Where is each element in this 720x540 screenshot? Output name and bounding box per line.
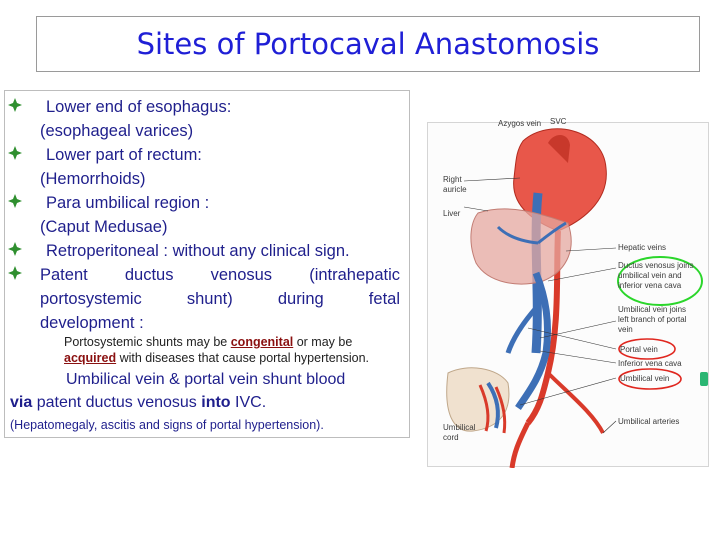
bullet-3-line-2: (Caput Medusae) <box>40 218 168 236</box>
into-word: into <box>201 394 231 411</box>
note-keyword-acquired: acquired <box>64 351 117 365</box>
via-word: via <box>10 394 33 411</box>
fetal-circulation-figure <box>427 117 709 467</box>
note-keyword-congenital: congenital <box>230 335 294 349</box>
green-marker <box>700 372 708 386</box>
label-svc: SVC <box>550 117 567 126</box>
label-portal-vein: Portal vein <box>620 345 658 354</box>
diamond-bullet-icon <box>8 146 22 160</box>
note-text-pre: Portosystemic shunts may be <box>64 335 231 349</box>
hepatomegaly-text: (Hepatomegaly, ascitis and signs of portal hypertension). <box>10 418 324 432</box>
diamond-bullet-icon <box>8 194 22 208</box>
shunt-note <box>64 334 400 366</box>
label-hepatic-veins: Hepatic veins <box>618 243 667 252</box>
label-right-auricle: Right auricle <box>443 175 467 194</box>
bullet-1-line-2: (esophageal varices) <box>40 122 194 140</box>
diamond-bullet-icon <box>8 242 22 256</box>
note-text-post: with diseases that cause portal hypertension. <box>116 351 370 365</box>
label-umbilical-arteries: Umbilical arteries <box>618 417 680 426</box>
bullet-1-line-1: Lower end of esophagus: <box>46 98 232 116</box>
diamond-bullet-icon <box>8 266 22 280</box>
umbilical-shunt-text: Umbilical vein & portal vein shunt blood <box>66 371 346 388</box>
title-box <box>36 16 700 72</box>
bullet-5-line-1: Patent ductus venosus (intrahepatic <box>40 266 400 284</box>
bullet-5-line-2: portosystemic shunt) during fetal <box>40 290 400 308</box>
ivc-word: IVC. <box>230 394 267 411</box>
label-umbilical-cord: Umbilical cord <box>443 423 476 442</box>
bullet-3-line-1: Para umbilical region : <box>46 194 210 212</box>
label-liver: Liver <box>443 209 461 218</box>
label-inferior-vena-cava: Inferior vena cava <box>618 359 682 368</box>
via-ductus-venosus-text <box>10 394 266 412</box>
label-azygos-vein: Azygos vein <box>498 119 542 128</box>
bullet-4-line-1: Retroperitoneal : without any clinical sign. <box>46 242 350 260</box>
label-umbilical-vein-joins: Umbilical vein joins left branch of portal vein <box>618 305 687 334</box>
bullet-5-line-3: development : <box>40 314 144 332</box>
bullet-2-line-2: (Hemorrhoids) <box>40 170 146 188</box>
diamond-bullet-icon <box>8 98 22 112</box>
page-title: Sites of Portocaval Anastomosis <box>136 27 600 61</box>
via-rest: patent ductus venosus <box>32 394 202 411</box>
note-text-mid: or may be <box>293 335 353 349</box>
label-ductus-venosus: Ductus venosus joins umbilical vein and inferior vena cava <box>618 261 694 290</box>
label-umbilical-vein: Umbilical vein <box>620 374 670 383</box>
bullet-2-line-1: Lower part of rectum: <box>46 146 202 164</box>
